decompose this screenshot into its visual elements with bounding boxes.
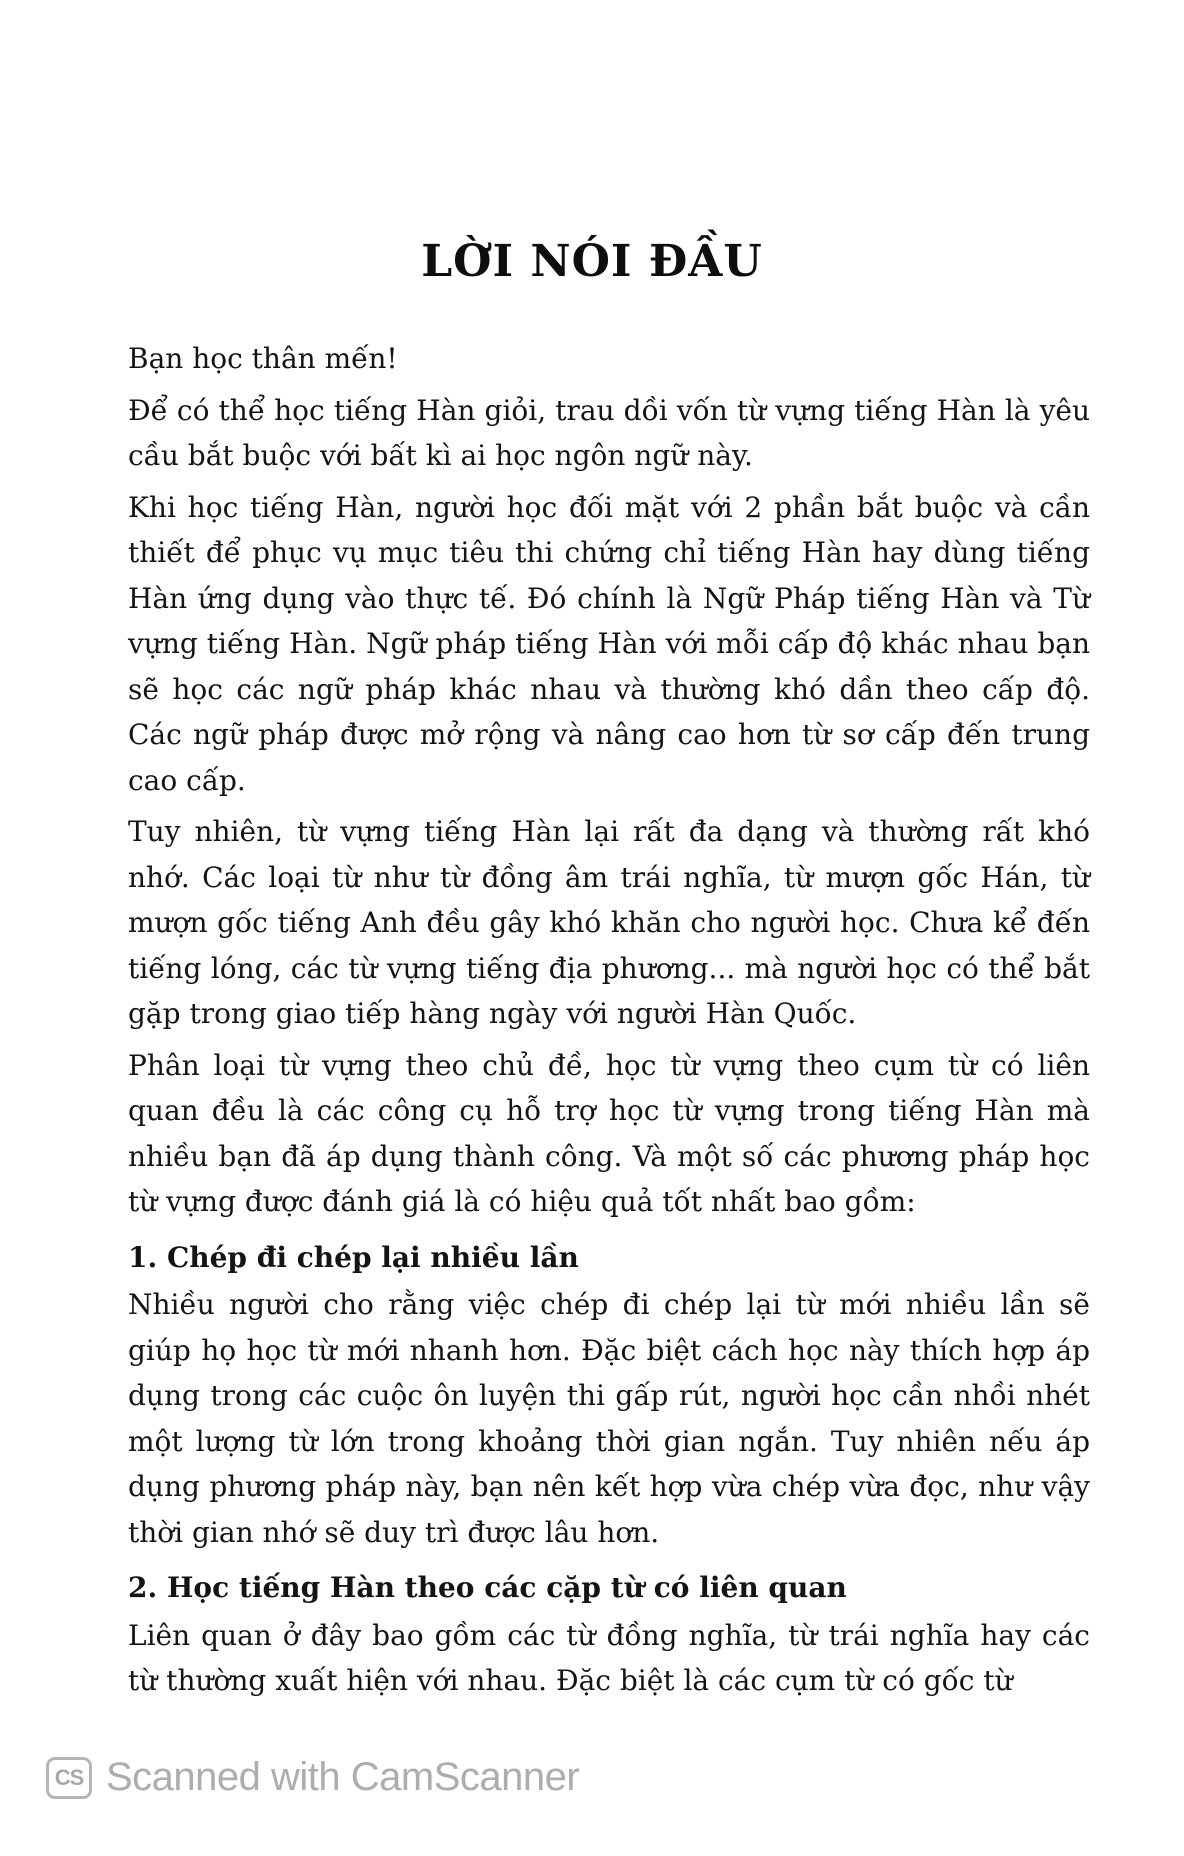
camscanner-logo-icon: CS [46,1757,92,1799]
paragraph-intro: Để có thể học tiếng Hàn giỏi, trau dồi vốn từ vựng tiếng Hàn là yêu cầu bắt buộc với bất kì ai học ngôn ngữ này. [128,393,1090,472]
paragraph-greeting: Bạn học thân mến! [128,342,398,375]
body-text [128,336,1090,1710]
scanner-watermark [46,1755,579,1800]
section-text-1: Nhiều người cho rằng việc chép đi chép lại từ mới nhiều lần sẽ giúp họ học từ mới nhanh hơn. Đặc biệt cách học này thích hợp áp dụng trong các cuộc ôn luyện thi gấp rút, người học cần nhồi nhét một lượng từ lớn trong khoảng thời gian ngắn. Tuy nhiên nếu áp dụng phương pháp này, bạn nên kết hợp vừa chép vừa đọc, như vậy thời gian nhớ sẽ duy trì được lâu hơn. [128,1288,1090,1549]
paragraph-methods: Phân loại từ vựng theo chủ đề, học từ vựng theo cụm từ có liên quan đều là các công cụ hỗ trợ học từ vựng trong tiếng Hàn mà nhiều bạn đã áp dụng thành công. Và một số các phương pháp học từ vựng được đánh giá là có hiệu quả tốt nhất bao gồm: [128,1048,1090,1218]
watermark-text: Scanned with CamScanner [106,1755,580,1799]
section-heading-1: 1. Chép đi chép lại nhiều lần [128,1240,579,1274]
paragraph-vocabulary: Tuy nhiên, từ vựng tiếng Hàn lại rất đa dạng và thường rất khó nhớ. Các loại từ như từ đồng âm trái nghĩa, từ mượn gốc Hán, từ mượn gốc tiếng Anh đều gây khó khăn cho người học. Chưa kể đến tiếng lóng, các từ vựng tiếng địa phương... mà người học có thể bắt gặp trong giao tiếp hàng ngày với người Hàn Quốc. [128,815,1090,1030]
page-title: LỜI NÓI ĐẦU [421,236,763,287]
section-heading-2: 2. Học tiếng Hàn theo các cặp từ có liên quan [128,1571,847,1604]
section-text-2: Liên quan ở đây bao gồm các từ đồng nghĩa, từ trái nghĩa hay các từ thường xuất hiện với nhau. Đặc biệt là các cụm từ có gốc từ [128,1618,1090,1697]
paragraph-grammar: Khi học tiếng Hàn, người học đối mặt với 2 phần bắt buộc và cần thiết để phục vụ mục tiêu thi chứng chỉ tiếng Hàn hay dùng tiếng Hàn ứng dụng vào thực tế. Đó chính là Ngữ Pháp tiếng Hàn và Từ vựng tiếng Hàn. Ngữ pháp tiếng Hàn với mỗi cấp độ khác nhau bạn sẽ học các ngữ pháp khác nhau và thường khó dần theo cấp độ. Các ngữ pháp được mở rộng và nâng cao hơn từ sơ cấp đến trung cao cấp. [128,490,1090,797]
